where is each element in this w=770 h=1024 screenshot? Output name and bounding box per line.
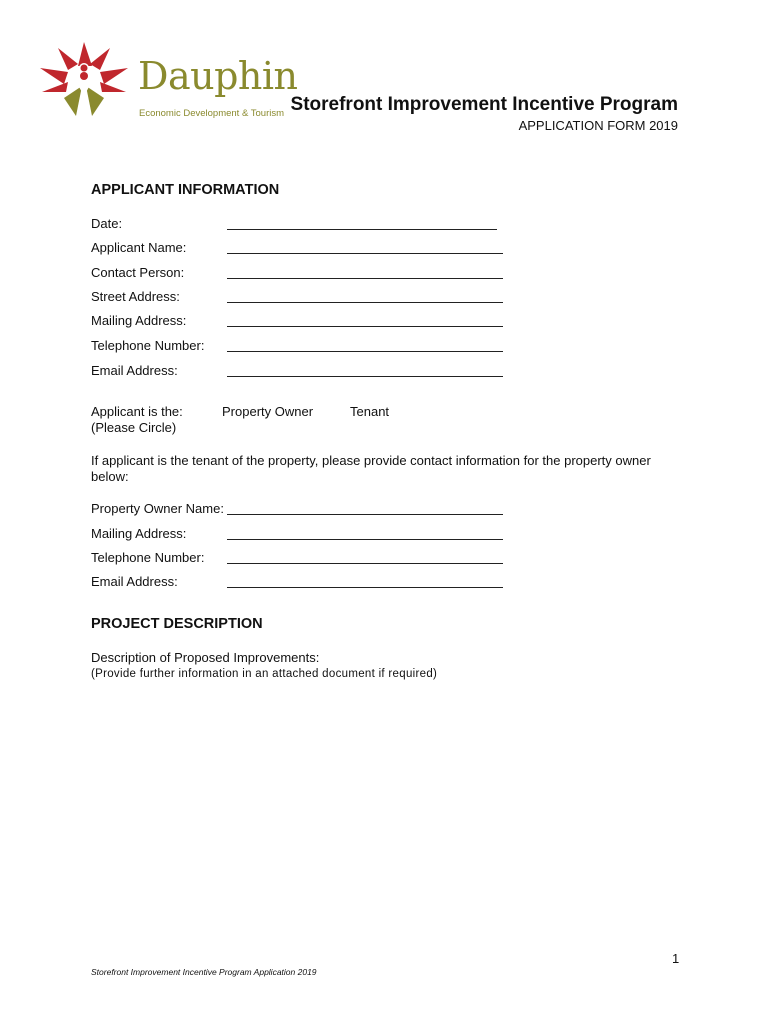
- contact-person-blank[interactable]: [227, 278, 503, 279]
- dauphin-star-logo-icon: [38, 40, 130, 120]
- mailing-address-label: Mailing Address:: [91, 313, 187, 328]
- project-description-heading: PROJECT DESCRIPTION: [91, 616, 263, 632]
- owner-telephone-number-blank[interactable]: [227, 563, 503, 564]
- property-owner-name-label: Property Owner Name:: [91, 501, 224, 516]
- owner-mailing-address-blank[interactable]: [227, 539, 503, 540]
- street-address-label: Street Address:: [91, 289, 180, 304]
- email-address-label: Email Address:: [91, 363, 178, 378]
- logo-name: Dauphin: [138, 54, 298, 98]
- contact-person-label: Contact Person:: [91, 265, 185, 280]
- owner-mailing-address-label: Mailing Address:: [91, 526, 187, 541]
- street-address-blank[interactable]: [227, 302, 503, 303]
- telephone-number-label: Telephone Number:: [91, 338, 205, 353]
- mailing-address-blank[interactable]: [227, 326, 503, 327]
- dauphin-logo: [38, 40, 298, 125]
- applicant-type-label-line1: Applicant is the:: [91, 404, 183, 419]
- applicant-type-label: [91, 404, 183, 436]
- telephone-number-blank[interactable]: [227, 351, 503, 352]
- logo-tagline: Economic Development & Tourism: [139, 108, 285, 119]
- date-label: Date:: [91, 216, 123, 231]
- applicant-information-heading: APPLICANT INFORMATION: [91, 182, 280, 198]
- owner-telephone-number-label: Telephone Number:: [91, 550, 205, 565]
- page-number: 1: [672, 951, 680, 966]
- owner-email-address-label: Email Address:: [91, 574, 178, 589]
- page-subtitle: APPLICATION FORM 2019: [518, 118, 678, 133]
- description-label: Description of Proposed Improvements:: [91, 650, 320, 665]
- applicant-name-blank[interactable]: [227, 253, 503, 254]
- footer-text: Storefront Improvement Incentive Program Application 2019: [91, 967, 317, 977]
- page-title: Storefront Improvement Incentive Program: [290, 94, 678, 115]
- email-address-blank[interactable]: [227, 376, 503, 377]
- applicant-name-label: Applicant Name:: [91, 240, 187, 255]
- owner-email-address-blank[interactable]: [227, 587, 503, 588]
- owner-info-note: If applicant is the tenant of the property, please provide contact information for the property owner below:: [91, 453, 651, 484]
- description-hint: (Provide further information in an attached document if required): [91, 668, 438, 680]
- property-owner-option[interactable]: Property Owner: [222, 404, 314, 419]
- property-owner-name-blank[interactable]: [227, 514, 503, 515]
- applicant-type-label-line2: (Please Circle): [91, 420, 177, 435]
- tenant-option[interactable]: Tenant: [350, 404, 390, 419]
- date-blank[interactable]: [227, 229, 497, 230]
